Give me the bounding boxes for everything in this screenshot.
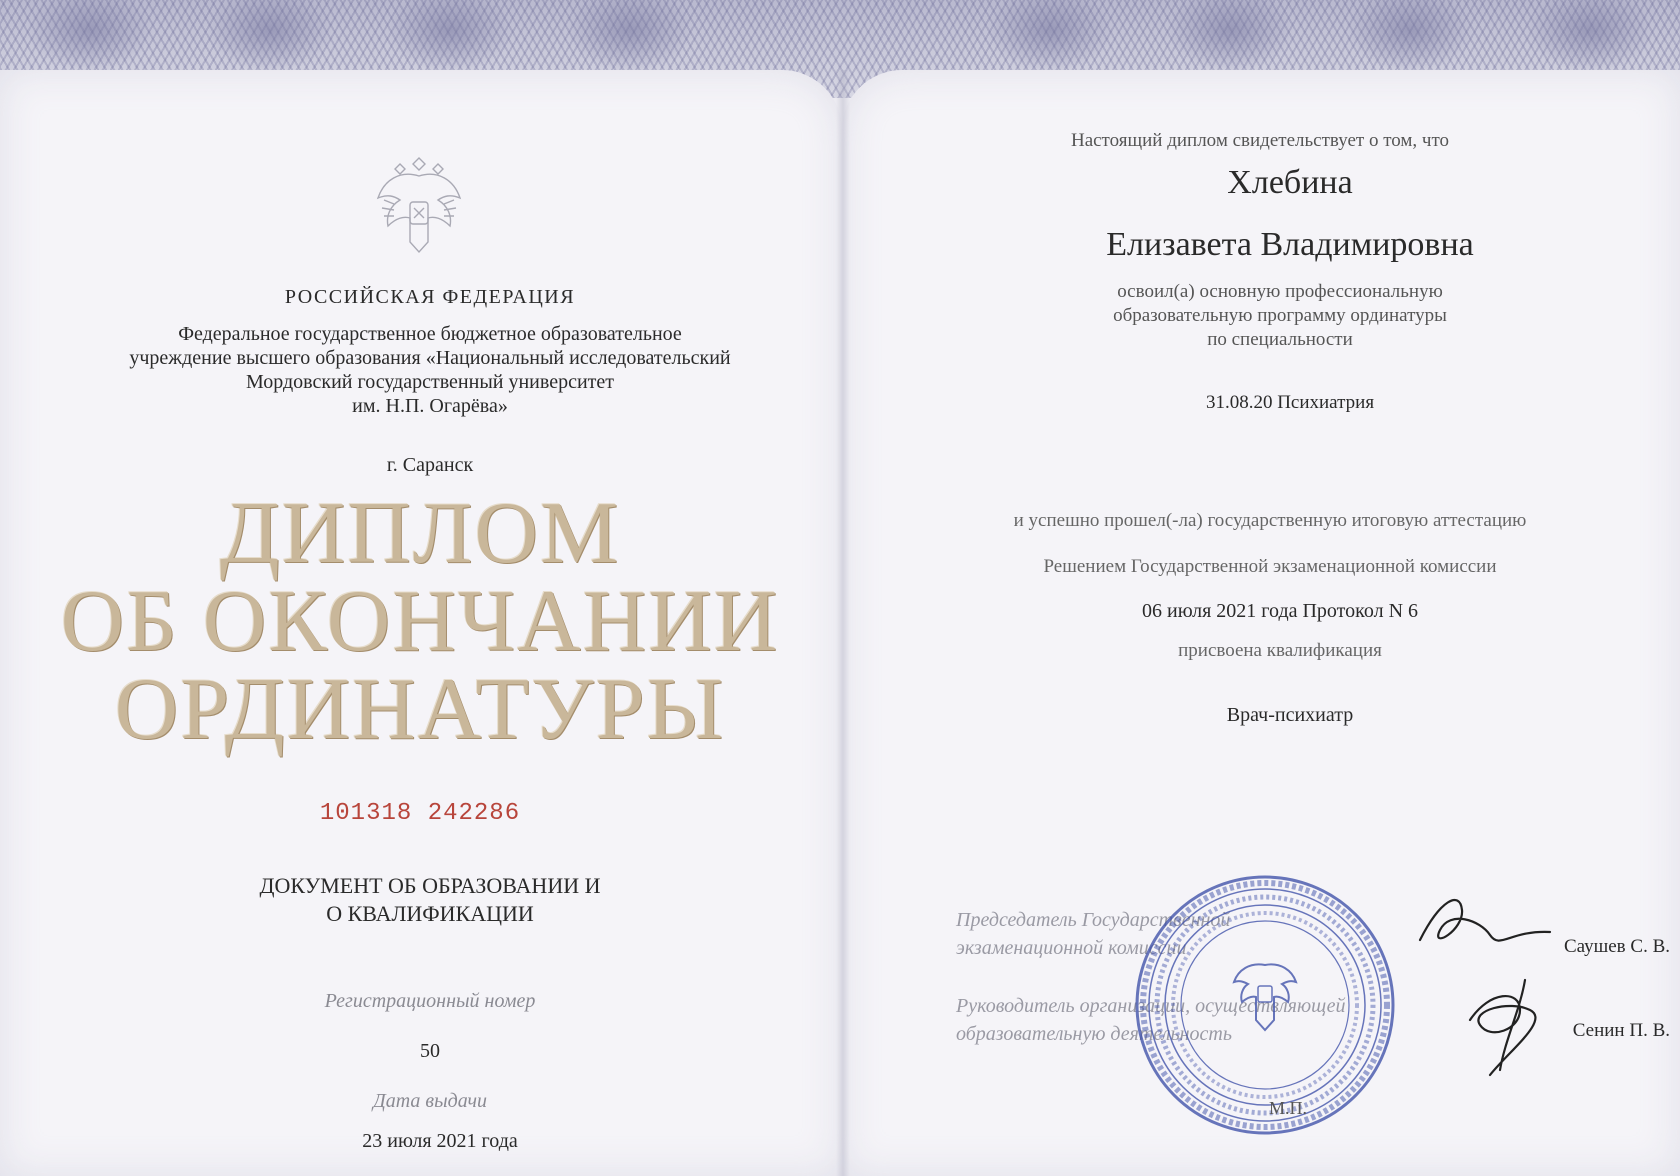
director-role-line: Руководитель организации, осуществляющей [956, 995, 1346, 1017]
program-statement [1020, 280, 1540, 352]
chairman-role-line: экзаменационной комиссии [956, 937, 1187, 959]
handwritten-signature-icon [1400, 880, 1560, 980]
registration-number-label: Регистрационный номер [324, 990, 536, 1012]
program-statement-line: образовательную программу ординатуры [1113, 305, 1447, 326]
diploma-title-line: ОРДИНАТУРЫ [114, 661, 726, 758]
registration-number: 50 [420, 1040, 440, 1062]
document-type [200, 872, 660, 928]
russian-coat-of-arms-icon [370, 150, 468, 260]
director-role-line: образовательную деятельность [956, 1023, 1232, 1045]
chairman-name: Саушев С. В. [1563, 936, 1670, 957]
commission-decision: Решением Государственной экзаменационной комиссии [1043, 556, 1497, 577]
serial-number: 101318 242286 [319, 800, 521, 827]
diploma-title-line: ДИПЛОМ [219, 485, 621, 582]
qualification: Врач-психиатр [1226, 704, 1354, 726]
director-name: Сенин П. В. [1572, 1020, 1670, 1041]
stamp-mark: М.П. [1268, 1098, 1307, 1118]
country-heading: РОССИЙСКАЯ ФЕДЕРАЦИЯ [284, 286, 576, 308]
certification-intro: Настоящий диплом свидетельствует о том, что [1070, 130, 1450, 151]
issue-date: 23 июля 2021 года [362, 1130, 518, 1152]
document-type-line: ДОКУМЕНТ ОБ ОБРАЗОВАНИИ И [259, 873, 601, 898]
organization-name [40, 322, 820, 418]
graduate-given-names: Елизавета Владимировна [1106, 226, 1474, 263]
organization-line: Федеральное государственное бюджетное образовательное [178, 323, 682, 345]
city: г. Саранск [386, 454, 474, 476]
organization-line: учреждение высшего образования «Национальный исследовательский [129, 347, 731, 369]
diploma-title-line: ОБ ОКОНЧАНИИ [60, 573, 780, 670]
organization-line: им. Н.П. Огарёва» [352, 395, 508, 417]
organization-line: Мордовский государственный университет [245, 371, 615, 393]
page-fold [836, 70, 850, 1176]
qualification-assigned-label: присвоена квалификация [1178, 640, 1382, 661]
attestation-statement: и успешно прошел(-ла) государственную итоговую аттестацию [1013, 510, 1527, 531]
specialty: 31.08.20 Психиатрия [1205, 392, 1375, 413]
document-type-line: О КВАЛИФИКАЦИИ [326, 901, 534, 926]
graduate-surname: Хлебина [1227, 164, 1353, 201]
issue-date-label: Дата выдачи [372, 1090, 488, 1112]
chairman-role-line: Председатель Государственной [956, 909, 1231, 931]
program-statement-line: по специальности [1207, 329, 1353, 350]
program-statement-line: освоил(а) основную профессиональную [1117, 281, 1443, 302]
protocol-reference: 06 июля 2021 года Протокол N 6 [1141, 600, 1419, 622]
